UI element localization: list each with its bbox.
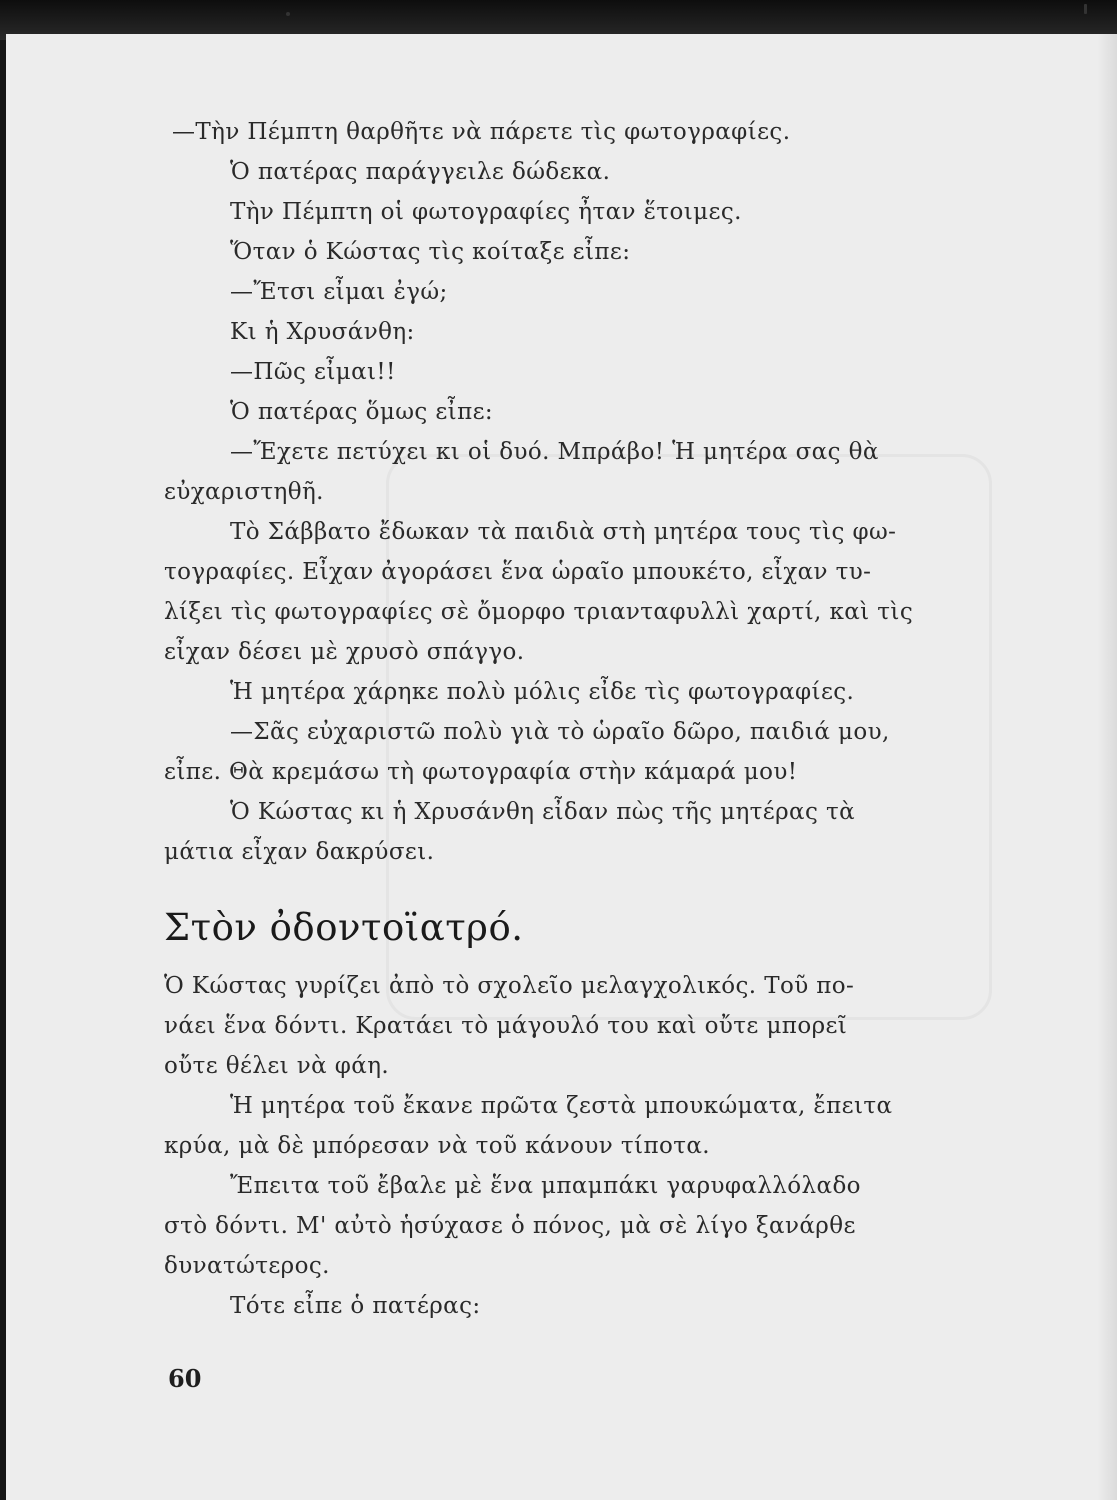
text-line: δυνατώτερος. bbox=[164, 1253, 330, 1279]
page-number: 60 bbox=[168, 1364, 202, 1393]
text-line: —Ἔτσι εἶμαι ἐγώ; bbox=[230, 279, 448, 305]
text-line: —Τὴν Πέμπτη θαρθῆτε νὰ πάρετε τὶς φωτογραφίες. bbox=[172, 119, 791, 145]
text-line: Τὴν Πέμπτη οἱ φωτογραφίες ἦταν ἕτοιμες. bbox=[230, 199, 742, 225]
text-line: Κι ἡ Χρυσάνθη: bbox=[230, 319, 415, 345]
text-line: Ἡ μητέρα τοῦ ἔκανε πρῶτα ζεστὰ μπουκώματα, ἔπειτα bbox=[230, 1093, 893, 1119]
paragraphs-before-heading bbox=[164, 112, 994, 872]
text-line: εὐχαριστηθῆ. bbox=[164, 479, 324, 505]
text-line: οὔτε θέλει νὰ φάη. bbox=[164, 1053, 390, 1079]
text-line: —Πῶς εἶμαι!! bbox=[230, 359, 396, 385]
text-line: Ὁ Κώστας γυρίζει ἀπὸ τὸ σχολεῖο μελαγχολικός. Τοῦ πο- bbox=[164, 973, 855, 999]
text-line: νάει ἕνα δόντι. Κρατάει τὸ μάγουλό του καὶ οὔτε μπορεῖ bbox=[164, 1013, 848, 1039]
text-line: Ἡ μητέρα χάρηκε πολὺ μόλις εἶδε τὶς φωτογραφίες. bbox=[230, 679, 855, 705]
text-line: Τότε εἶπε ὁ πατέρας: bbox=[230, 1293, 481, 1319]
text-line: στὸ δόντι. Μ' αὐτὸ ἡσύχασε ὁ πόνος, μὰ σὲ λίγο ξανάρθε bbox=[164, 1213, 856, 1239]
text-line: κρύα, μὰ δὲ μπόρεσαν νὰ τοῦ κάνουν τίποτα. bbox=[164, 1133, 710, 1159]
text-line: Ὅταν ὁ Κώστας τὶς κοίταξε εἶπε: bbox=[230, 239, 631, 265]
text-line: Ὁ Κώστας κι ἡ Χρυσάνθη εἶδαν πὼς τῆς μητέρας τὰ bbox=[230, 799, 856, 825]
text-line: Ἔπειτα τοῦ ἔβαλε μὲ ἕνα μπαμπάκι γαρυφαλλόλαδο bbox=[230, 1173, 861, 1199]
text-line: —Σᾶς εὐχαριστῶ πολὺ γιὰ τὸ ὡραῖο δῶρο, παιδιά μου, bbox=[230, 719, 890, 745]
section-heading: Στὸν ὀδοντοϊατρό. bbox=[164, 906, 524, 949]
text-line: —Ἔχετε πετύχει κι οἱ δυό. Μπράβο! Ἡ μητέρα σας θὰ bbox=[230, 439, 879, 465]
page-body bbox=[164, 112, 994, 1326]
text-line: Ὁ πατέρας παράγγειλε δώδεκα. bbox=[230, 159, 611, 185]
text-line: εἶπε. Θὰ κρεμάσω τὴ φωτογραφία στὴν κάμαρά μου! bbox=[164, 759, 798, 785]
page-edge-shadow bbox=[1097, 34, 1117, 1500]
text-line: λίξει τὶς φωτογραφίες σὲ ὄμορφο τριανταφυλλὶ χαρτί, καὶ τὶς bbox=[164, 599, 914, 625]
text-line: μάτια εἶχαν δακρύσει. bbox=[164, 839, 435, 865]
text-line: Ὁ πατέρας ὅμως εἶπε: bbox=[230, 399, 494, 425]
text-line: τογραφίες. Εἶχαν ἀγοράσει ἕνα ὡραῖο μπουκέτο, εἶχαν τυ- bbox=[164, 559, 872, 585]
text-line: Τὸ Σάββατο ἔδωκαν τὰ παιδιὰ στὴ μητέρα τους τὶς φω- bbox=[230, 519, 897, 545]
scan-speck bbox=[286, 12, 290, 16]
paragraphs-after-heading bbox=[164, 966, 994, 1326]
scan-speck bbox=[1084, 4, 1087, 14]
text-line: εἶχαν δέσει μὲ χρυσὸ σπάγγο. bbox=[164, 639, 525, 665]
